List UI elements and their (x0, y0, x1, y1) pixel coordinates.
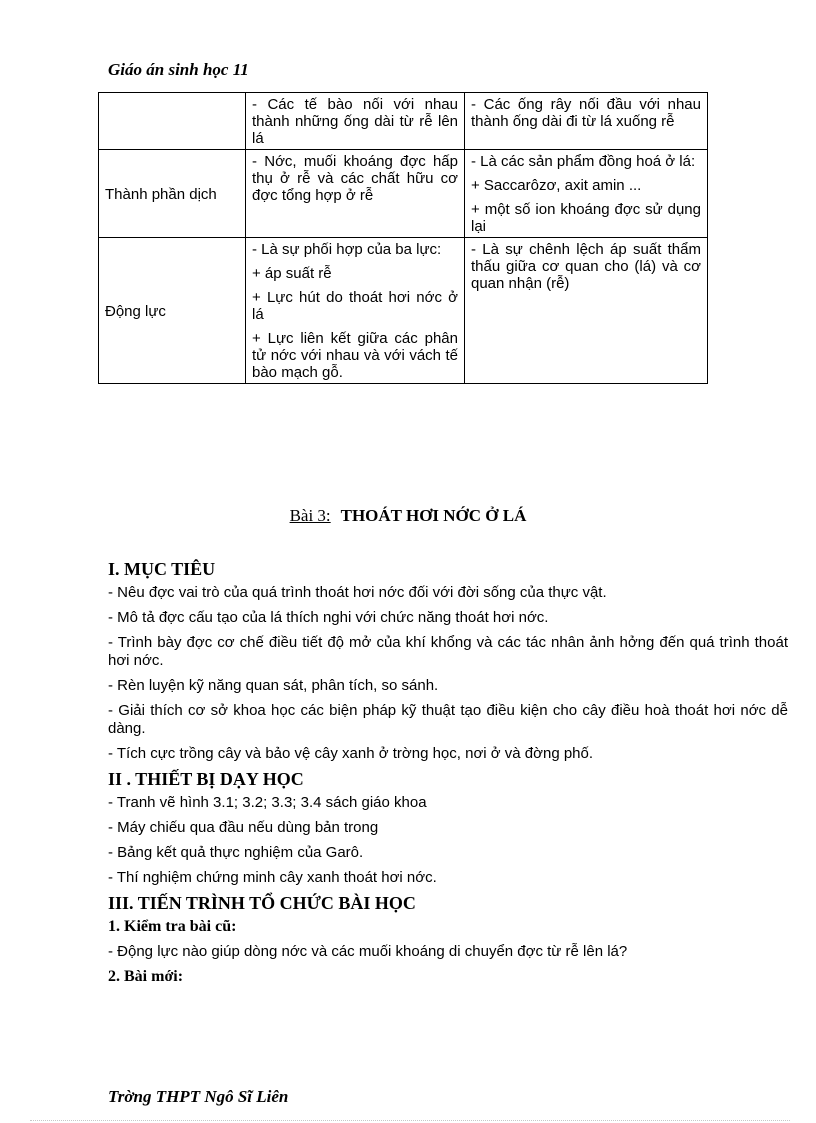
cell-text: + Lực hút do thoát hơi nớc ở lá (252, 289, 458, 323)
lesson-number: Bài 3: (289, 506, 331, 525)
section-heading: III. TIẾN TRÌNH TỔ CHỨC BÀI HỌC (108, 893, 416, 913)
list-item: - Mô tả đợc cấu tạo của lá thích nghi với chức năng thoát hơi nớc. (108, 609, 549, 626)
list-item: - Thí nghiệm chứng minh cây xanh thoát hơi nớc. (108, 869, 437, 886)
list-item: - Nêu đợc vai trò của quá trình thoát hơi nớc đối với đời sống của thực vật. (108, 584, 607, 601)
xylem-cell (246, 93, 465, 150)
table-row (99, 93, 708, 150)
page-header: Giáo án sinh học 11 (108, 60, 249, 79)
subheading (108, 918, 788, 936)
comparison-table (98, 92, 708, 384)
subheading-text: 1. Kiểm tra bài cũ: (108, 918, 237, 935)
cell-text: + Saccarôzơ, axit amin ... (471, 177, 642, 194)
xylem-cell (246, 150, 465, 238)
phloem-cell (465, 238, 708, 384)
list-item: - Máy chiếu qua đầu nếu dùng bản trong (108, 819, 379, 836)
cell-text: + Lực liên kết giữa các phân tử nớc với nhau và với vách tế bào mạch gỗ. (252, 330, 458, 381)
list-item: - Trình bày đợc cơ chế điều tiết độ mở của khí khổng và các tác nhân ảnh hởng đến quá trình thoát hơi nớc. (108, 634, 788, 669)
page-footer: Trờng THPT Ngô Sĩ Liên (108, 1087, 289, 1106)
subheading-text: 2. Bài mới: (108, 968, 184, 985)
list-item: - Tích cực trồng cây và bảo vệ cây xanh ở trờng học, nơi ở và đờng phố. (108, 745, 594, 762)
section-heading: I. MỤC TIÊU (108, 559, 216, 579)
lesson-content (108, 560, 788, 993)
list-item: - Rèn luyện kỹ năng quan sát, phân tích, so sánh. (108, 677, 439, 694)
list-item: - Động lực nào giúp dòng nớc và các muối khoáng di chuyển đợc từ rễ lên lá? (108, 943, 628, 960)
subheading (108, 968, 788, 986)
row-label: Động lực (99, 238, 246, 384)
phloem-cell (465, 150, 708, 238)
section-heading: II . THIẾT BỊ DẠY HỌC (108, 769, 304, 789)
xylem-cell (246, 238, 465, 384)
row-label (99, 93, 246, 150)
cell-text: - Là sự phối hợp của ba lực: (252, 241, 442, 258)
cell-text: - Các tế bào nối với nhau thành những ống dài từ rễ lên lá (252, 96, 458, 147)
table-row (99, 238, 708, 384)
cell-text: - Là các sản phẩm đồng hoá ở lá: (471, 153, 696, 170)
lesson-title-text: THOÁT HƠI NỚC Ở LÁ (340, 506, 527, 525)
lesson-title (0, 506, 816, 526)
cell-text: - Các ống rây nối đầu với nhau thành ống dài đi từ lá xuống rễ (471, 96, 701, 130)
list-item: - Bảng kết quả thực nghiệm của Garô. (108, 844, 364, 861)
list-item: - Giải thích cơ sở khoa học các biện pháp kỹ thuật tạo điều kiện cho cây điều hoà thoát hơi nớc dễ dàng. (108, 702, 788, 737)
table-row (99, 150, 708, 238)
row-label: Thành phần dịch (99, 150, 246, 238)
list-item: - Tranh vẽ hình 3.1; 3.2; 3.3; 3.4 sách giáo khoa (108, 794, 427, 811)
cell-text: - Nớc, muối khoáng đợc hấp thụ ở rễ và các chất hữu cơ đợc tổng hợp ở rễ (252, 153, 458, 204)
cell-text: - Là sự chênh lệch áp suất thẩm thấu giữa cơ quan cho (lá) và cơ quan nhận (rễ) (471, 241, 701, 292)
page-divider (30, 1120, 790, 1121)
cell-text: + áp suất rễ (252, 265, 332, 282)
phloem-cell (465, 93, 708, 150)
cell-text: + một số ion khoáng đợc sử dụng lại (471, 201, 701, 235)
